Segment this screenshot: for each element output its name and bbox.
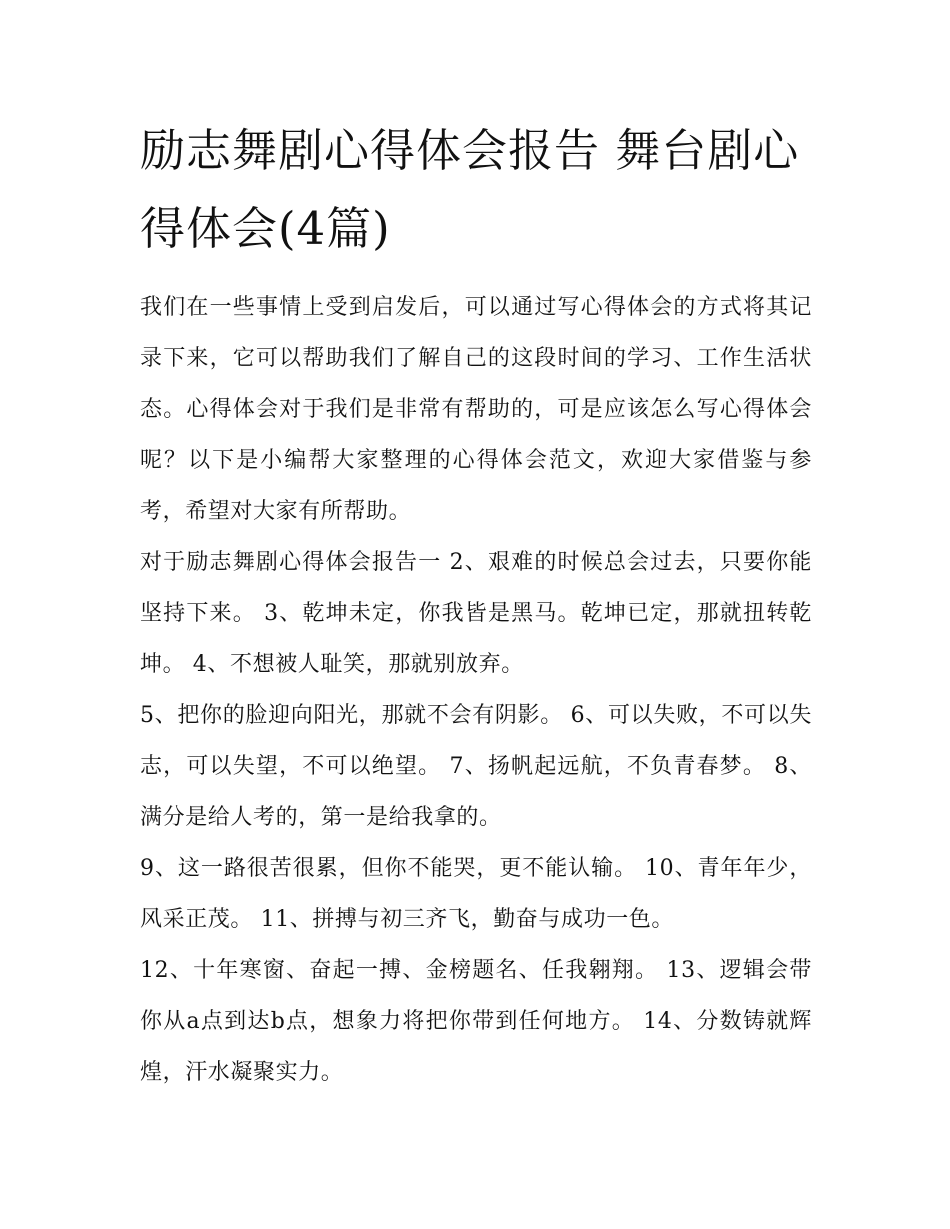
document-title: 励志舞剧心得体会报告 舞台剧心得体会(4篇) xyxy=(140,124,800,255)
body-paragraph: 对于励志舞剧心得体会报告一 2、艰难的时候总会过去，只要你能坚持下来。 3、乾坤未定，你我皆是黑马。乾坤已定，那就扭转乾坤。 4、不想被人耻笑，那就别放弃。 xyxy=(140,550,812,677)
document-body xyxy=(140,112,812,1098)
body-paragraph: 12、十年寒窗、奋起一搏、金榜题名、任我翱翔。 13、逻辑会带你从a点到达b点，想象力将把你带到任何地方。 14、分数铸就辉煌，汗水凝聚实力。 xyxy=(140,958,812,1085)
body-paragraph: 5、把你的脸迎向阳光，那就不会有阴影。 6、可以失败，不可以失志，可以失望，不可以绝望。 7、扬帆起远航，不负青春梦。 8、满分是给人考的，第一是给我拿的。 xyxy=(140,703,812,830)
body-paragraph: 9、这一路很苦很累，但你不能哭，更不能认输。 10、青年年少，风采正茂。 11、拼搏与初三齐飞，勤奋与成功一色。 xyxy=(140,856,812,932)
intro-paragraph: 我们在一些事情上受到启发后，可以通过写心得体会的方式将其记录下来，它可以帮助我们了解自己的这段时间的学习、工作生活状态。心得体会对于我们是非常有帮助的，可是应该怎么写心得体会呢？以下是小编帮大家整理的心得体会范文，欢迎大家借鉴与参考，希望对大家有所帮助。 xyxy=(140,295,812,524)
